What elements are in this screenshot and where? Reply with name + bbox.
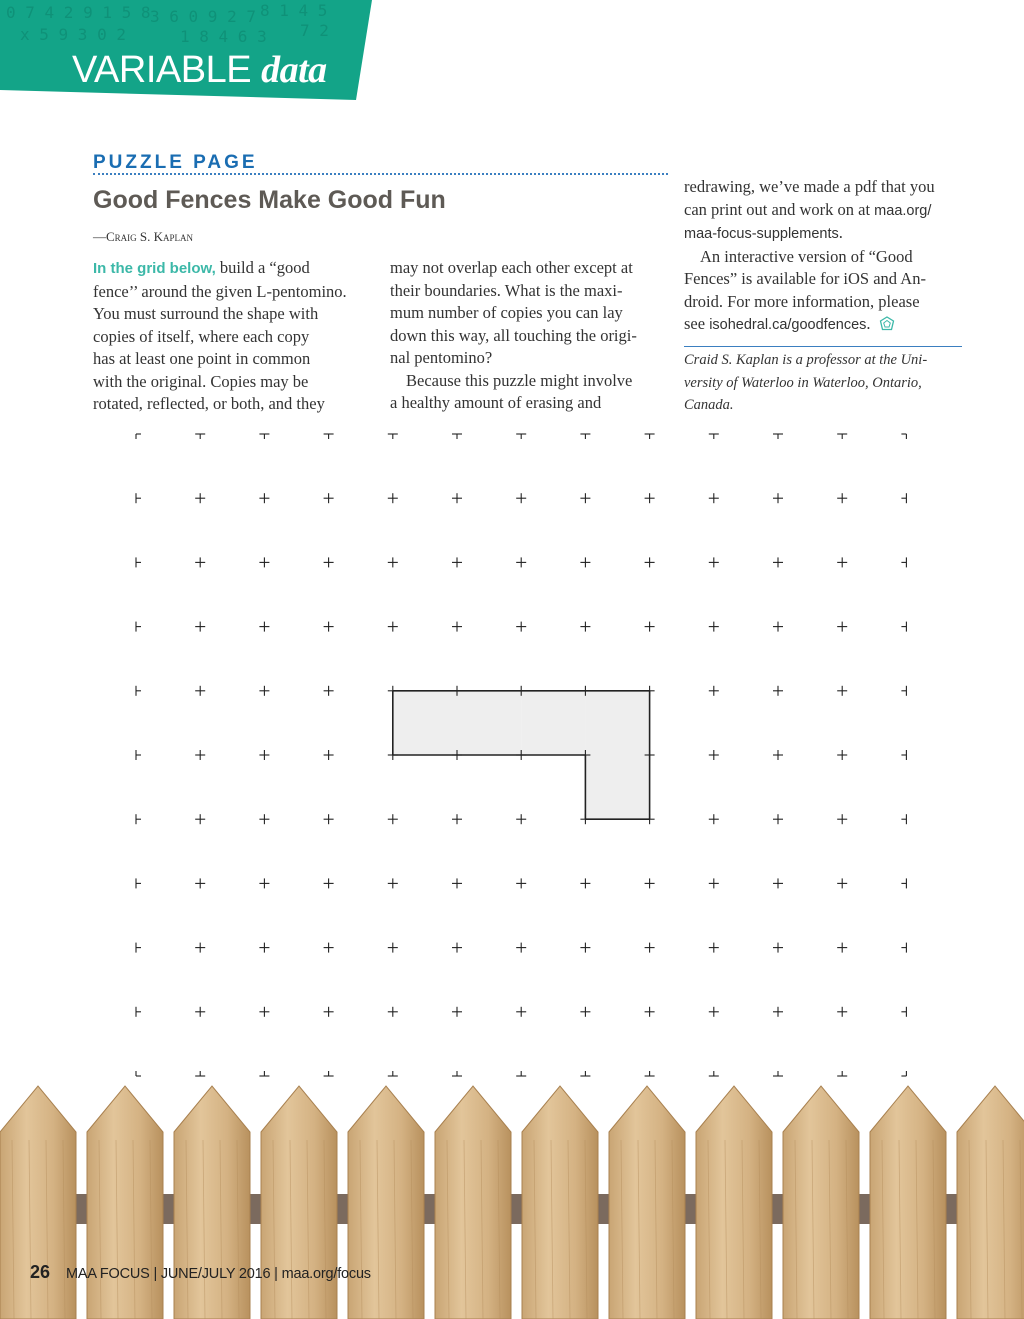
svg-text:0 7 4 2 9 1 5 8: 0 7 4 2 9 1 5 8 [6,3,151,22]
grid-point [901,493,906,503]
grid-point [645,878,655,888]
pentomino-cell [521,691,585,755]
pentomino-cell [457,691,521,755]
grid-point [195,1071,205,1076]
column-line: may not overlap each other except at [390,258,633,277]
pentomino-cell [585,691,649,755]
grid-point [259,557,269,567]
grid-point [709,1007,719,1017]
grid-point [452,434,462,439]
grid-point [324,622,334,632]
grid-point [773,493,783,503]
grid-point [516,557,526,567]
grid-point [773,814,783,824]
column-line: You must surround the shape with [93,304,319,323]
puzzle-page-kicker: PUZZLE PAGE [93,152,258,173]
grid-point [452,1007,462,1017]
grid-point [709,1071,719,1076]
grid-point [259,878,269,888]
grid-point [136,622,141,632]
grid-point [136,686,141,696]
grid-point [324,750,334,760]
grid-point [195,557,205,567]
grid-point [136,557,141,567]
grid-point [324,1007,334,1017]
grid-point [516,622,526,632]
grid-point [136,814,141,824]
grid-point [136,1007,141,1017]
grid-point [259,1007,269,1017]
grid-point [388,1007,398,1017]
grid-point [388,1071,398,1076]
grid-point [709,686,719,696]
svg-text:7 2: 7 2 [300,21,329,40]
grid-point [136,943,141,953]
grid-point [324,814,334,824]
grid-point [837,434,847,439]
grid-point [195,878,205,888]
footer-info: MAA FOCUS | JUNE/JULY 2016 | maa.org/focus [66,1266,371,1282]
grid-point [645,557,655,567]
column-line: down this way, all touching the origi- [390,325,637,345]
grid-point [773,622,783,632]
column-line: has at least one point in common [93,349,311,368]
grid-point [136,493,141,503]
grid-point [195,493,205,503]
grid-point [645,1071,655,1076]
grid-point [773,943,783,953]
pentomino-cell [393,691,457,755]
grid-point [259,943,269,953]
grid-point [388,878,398,888]
grid-point [452,493,462,503]
grid-point [516,814,526,824]
column-line: An interactive version of “Good [700,246,913,266]
grid-point [195,686,205,696]
column-line: with the original. Copies may be [93,371,309,391]
grid-point [645,1007,655,1017]
svg-text:1 8 4 6 3: 1 8 4 6 3 [180,27,267,46]
grid-point [773,750,783,760]
grid-point [837,1007,847,1017]
grid-point [580,493,590,503]
grid-point [580,1071,590,1076]
grid-point [580,434,590,439]
grid-point [901,943,906,953]
grid-point [709,943,719,953]
grid-point [259,750,269,760]
goodfences-link[interactable]: isohedral.ca/goodfences [709,317,867,333]
grid-point [195,750,205,760]
column-line: copies of itself, where each copy [93,326,310,346]
column-line: Fences” is available for iOS and An- [684,269,926,288]
grid-point [580,1007,590,1017]
grid-point [645,493,655,503]
grid-point [388,557,398,567]
grid-point [516,878,526,888]
grid-point [452,943,462,953]
section-title: VARIABLE data [72,49,327,91]
grid-point [136,750,141,760]
page-number: 26 [30,1262,51,1282]
pentomino-cell [585,755,649,819]
grid-point [901,750,906,760]
bio-line: versity of Waterloo in Waterloo, Ontario, [684,374,922,391]
page-footer [30,1262,371,1283]
grid-point [709,434,719,439]
grid-point [388,943,398,953]
grid-point [709,814,719,824]
grid-point [901,878,906,888]
grid-point [259,686,269,696]
grid-point [901,1071,906,1076]
grid-point [901,622,906,632]
column-line: droid. For more information, please [684,291,920,311]
grid-point [645,434,655,439]
grid-point [195,1007,205,1017]
grid-point [645,943,655,953]
grid-point [837,622,847,632]
grid-point [452,814,462,824]
grid-point [773,1071,783,1076]
svg-text:3 6 0 9 2 7: 3 6 0 9 2 7 [150,7,256,26]
byline: —Craig S. Kaplan [93,229,194,244]
grid-point [452,622,462,632]
grid-point [388,814,398,824]
supplement-link-cont[interactable]: maa-focus-supplements [684,226,839,242]
grid-point [773,557,783,567]
grid-point [324,943,334,953]
grid-point [773,434,783,439]
supplement-link[interactable]: maa.org/ [874,202,932,219]
grid-point [901,557,906,567]
grid-point [259,622,269,632]
grid-point [516,1007,526,1017]
fence-picket [957,1086,1024,1319]
grid-point [837,557,847,567]
grid-point [324,557,334,567]
column-line: a healthy amount of erasing and [390,393,602,412]
grid-point [195,622,205,632]
grid-point [324,686,334,696]
bio-line: Craid S. Kaplan is a professor at the Uni- [684,352,928,368]
grid-point [324,493,334,503]
grid-point [901,1007,906,1017]
grid-point [837,943,847,953]
column-line: rotated, reflected, or both, and they [93,394,325,413]
grid-point [901,814,906,824]
grid-point [709,750,719,760]
column-line: In the grid below, build a “good [93,258,310,277]
grid-point [388,434,398,439]
column-line: mum number of copies you can lay [390,303,623,322]
grid-point [136,434,141,439]
grid-point [259,1071,269,1076]
column-line: can print out and work on at maa.org/ [684,199,932,219]
column-line: maa-focus-supplements. [684,223,843,242]
grid-point [516,493,526,503]
grid-point [709,878,719,888]
column-line: Because this puzzle might involve [406,370,633,390]
grid-point [452,557,462,567]
grid-point [136,1071,141,1076]
lead-in: In the grid below, [93,260,216,277]
column-line: see isohedral.ca/goodfences. [684,313,964,337]
grid-point [259,434,269,439]
grid-point [580,878,590,888]
column-line: nal pentomino? [390,348,493,367]
grid-point [259,814,269,824]
grid-point [259,493,269,503]
grid-point [580,557,590,567]
grid-point [837,750,847,760]
grid-point [709,557,719,567]
grid-point [195,943,205,953]
bio-line: Canada. [684,397,734,413]
grid-point [136,878,141,888]
column-line: redrawing, we’ve made a pdf that you [684,177,935,196]
grid-point [452,878,462,888]
column-line: their boundaries. What is the maxi- [390,280,623,300]
grid-point [837,1071,847,1076]
grid-point [709,622,719,632]
grid-point [324,878,334,888]
svg-text:x 5 9 3 0 2: x 5 9 3 0 2 [20,25,126,44]
grid-point [580,943,590,953]
picket-fence-illustration [0,1080,1024,1319]
grid-point [324,1071,334,1076]
grid-point [580,622,590,632]
grid-point [452,1071,462,1076]
grid-point [837,686,847,696]
grid-point [516,1071,526,1076]
svg-text:8 1 4 5: 8 1 4 5 [260,1,328,20]
grid-point [324,434,334,439]
grid-point [773,878,783,888]
grid-point [516,943,526,953]
article-title: Good Fences Make Good Fun [93,186,446,214]
grid-point [837,878,847,888]
grid-point [516,434,526,439]
grid-point [837,814,847,824]
grid-point [709,493,719,503]
grid-point [388,622,398,632]
grid-point [837,493,847,503]
grid-point [773,1007,783,1017]
grid-point [901,434,906,439]
column-line: fence’’ around the given L-pentomino. [93,281,347,301]
grid-point [195,814,205,824]
grid-point [388,493,398,503]
grid-point [645,622,655,632]
grid-point [901,686,906,696]
grid-point [773,686,783,696]
grid-point [195,434,205,439]
